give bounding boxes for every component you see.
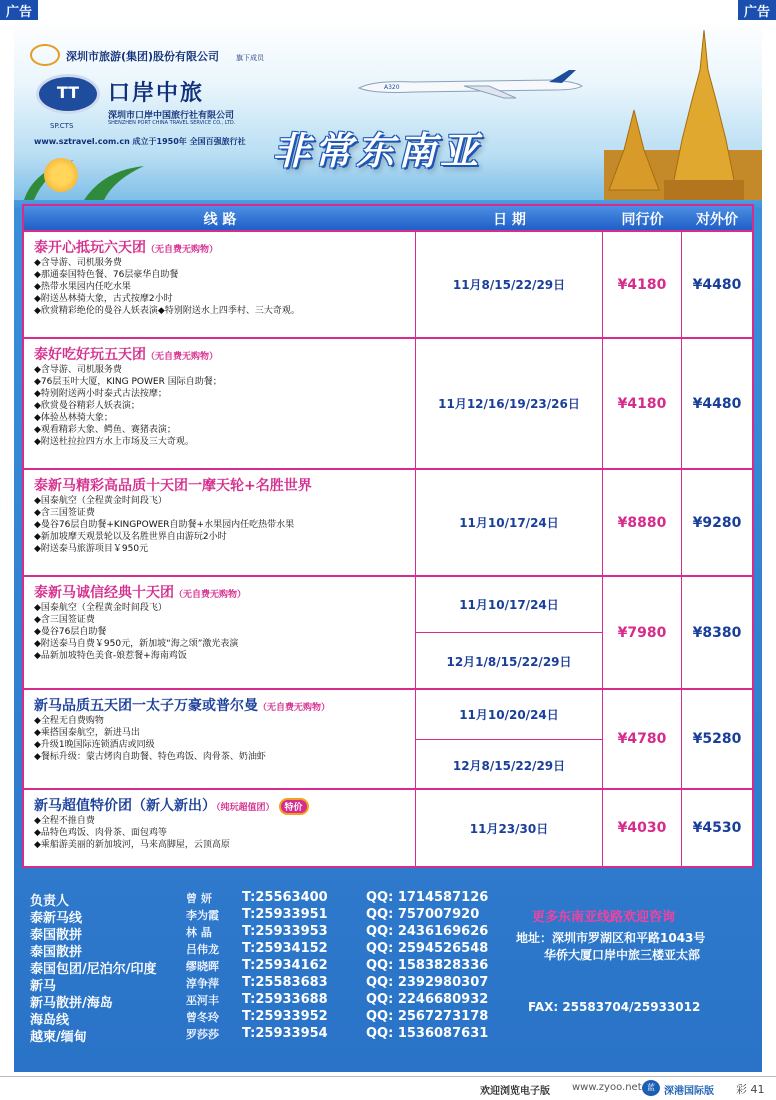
contact-name: 林 晶 [186,926,212,939]
route-item: ◆新加坡摩天观景轮以及名胜世界自由游玩2小时 [34,532,227,542]
contact-label: 越柬/缅甸 [30,1030,87,1045]
more-info: 更多东南亚线路欢迎咨询 [532,910,676,925]
route-item: ◆76层玉叶大厦，KING POWER 国际自助餐； [34,377,222,387]
header-peer-price: 同行价 [621,212,664,228]
route-note: （纯玩超值团） [216,803,275,813]
peer-price: ¥4030 [603,790,682,866]
route-cell [24,339,416,468]
fax: FAX: 25583704/25933012 [528,1000,701,1014]
route-item: ◆曼谷76层自助餐 [34,627,107,637]
public-price: ¥8380 [692,624,742,641]
spcts-label: SP.CTS [50,122,74,130]
route-item: ◆含三国签证费 [34,508,95,518]
public-price: ¥9280 [692,514,742,531]
ad-page [14,20,762,1072]
footer-url[interactable]: www.zyoo.net [572,1082,642,1093]
contact-name: 曾冬玲 [186,1011,219,1024]
contact-name: 淳争萍 [186,977,219,990]
table-row [24,230,752,337]
brand-logo-text: TT [56,83,80,102]
contact-qq: QQ: 1536087631 [366,1026,489,1041]
contact-label: 负责人 [30,894,70,909]
contact-label: 泰新马线 [30,911,83,926]
contact-name: 缪晓晖 [186,960,219,973]
header-date: 日 期 [493,212,526,228]
route-item: ◆附送杜拉拉四方水上市场及三大奇观。 [34,437,194,447]
zyoo-logo-icon: 蓝 [642,1080,660,1096]
address-line: 华侨大厦口岸中旅三楼亚太部 [544,948,701,962]
table-row [24,575,752,688]
ad-tag-left: 广告 [0,0,38,20]
contact-label: 泰国散拼 [30,928,83,943]
contact-qq: QQ: 757007920 [366,907,480,922]
route-item: ◆全程无自费购物 [34,716,104,726]
route-item: ◆附送泰马自费￥950元，新加坡“海之颂”激光表演 [34,639,239,649]
table-row [24,337,752,468]
contact-label: 泰国包团/尼泊尔/印度 [30,962,157,977]
contact-tel: T:25934152 [242,941,328,956]
route-item: ◆热带水果园内任吃水果 [34,282,131,292]
footer-divider [0,1076,776,1077]
header-public-price: 对外价 [696,212,738,228]
route-title: 泰新马诚信经典十天团 [34,585,174,601]
route-item: ◆乘船游美丽的新加坡河，马来高脚屋，云顶高原 [34,840,230,850]
table-row [24,688,752,788]
route-item: ◆升级1晚国际连锁酒店或同级 [34,740,155,750]
banner [14,20,762,200]
public-price: ¥5280 [692,731,742,747]
contact-qq: QQ: 1714587126 [366,890,489,905]
contact-tel: T:25933954 [242,1026,328,1041]
address-line: 地址：深圳市罗湖区和平路1043号 [516,931,706,945]
route-cell [24,690,416,788]
contact-qq: QQ: 2594526548 [366,941,489,956]
route-item: ◆体验丛林骑大象； [34,413,113,423]
route-cell [24,232,416,337]
public-price: ¥4480 [692,395,742,412]
ad-tag-right: 广告 [738,0,776,20]
route-title: 泰好吃好玩五天团 [34,347,146,363]
brand-full-name: 深圳市口岸中国旅行社有限公司 [108,111,235,121]
address [516,930,705,964]
date-cell: 11月10/20/24日 [416,690,603,740]
sun-icon [44,158,78,192]
peer-price: ¥4180 [603,339,682,468]
contact-qq: QQ: 2436169626 [366,924,489,939]
route-title: 新马品质五天团一太子万豪或普尔曼 [34,698,258,714]
route-item: ◆含导游、司机服务费 [34,365,122,375]
route-item: ◆品新加坡特色美食-娘惹餐+海南鸡饭 [34,651,187,661]
route-item: ◆餐标升级：蒙古烤肉自助餐、特色鸡饭、肉骨茶、奶油虾 [34,752,266,762]
contact-name: 吕伟龙 [186,943,219,956]
table-header [24,206,752,230]
contact-name: 曾 妍 [186,892,212,905]
contact-tel: T:25933952 [242,1009,328,1024]
group-logo-icon [30,44,60,66]
date-cell: 11月10/17/24日 [416,577,603,633]
route-item: ◆乘搭国泰航空，新进马出 [34,728,140,738]
brand-name: 口岸中旅 [108,81,205,106]
airplane-icon [354,70,584,100]
date-cell: 12月1/8/15/22/29日 [416,633,603,690]
group-sub: 旗下成员 [236,54,264,62]
contact-tel: T:25933951 [242,907,328,922]
route-title: 泰新马精彩高品质十天团一摩天轮+名胜世界 [34,478,312,494]
route-cell [24,470,416,575]
peer-price: ¥8880 [603,470,682,575]
route-item: ◆全程不推自费 [34,816,95,826]
date-cell: 11月12/16/19/23/26日 [416,339,603,468]
route-item: ◆附送泰马旅游项目￥950元 [34,544,149,554]
contact-name: 李为霞 [186,909,219,922]
route-item: ◆品特色鸡饭、肉骨茶、面包鸡等 [34,828,167,838]
contact-qq: QQ: 2246680932 [366,992,489,1007]
route-cell [24,577,416,688]
contact-label: 海岛线 [30,1013,70,1028]
table-row [24,468,752,575]
contact-label: 新马散拼/海岛 [30,996,113,1011]
public-price: ¥4530 [692,820,742,836]
route-item: ◆附送丛林骑大象，古式按摩2小时 [34,294,173,304]
brand-english-name: SHENZHEN PORT CHINA TRAVEL SERVICE CO., LTD. [108,120,236,126]
contact-name: 巫河丰 [186,994,219,1007]
contact-tel: T:25563400 [242,890,328,905]
contact-tel: T:25933688 [242,992,328,1007]
route-item: ◆观看精彩大象、鳄鱼、赛猪表演； [34,425,176,435]
route-item: ◆欣赏精彩绝伦的曼谷人妖表演◆特别附送水上四季村、三大奇观。 [34,306,300,316]
contact-qq: QQ: 1583828336 [366,958,489,973]
route-note: （无自费无购物） [174,590,247,600]
group-name: 深圳市旅游(集团)股份有限公司 [66,50,220,63]
plane-label: A320 [384,84,400,91]
peer-price: ¥4180 [603,232,682,337]
contact-tel: T:25933953 [242,924,328,939]
table-row [24,788,752,866]
footer-edition: 深港国际版 [664,1086,714,1097]
peer-price: ¥7980 [603,577,682,688]
route-item: ◆含导游、司机服务费 [34,258,122,268]
contact-label: 泰国散拼 [30,945,83,960]
palm-icon [14,140,144,200]
footer-welcome: 欢迎浏览电子版 [480,1086,550,1097]
route-item: ◆特别附送两小时泰式古法按摩； [34,389,167,399]
peer-price: ¥4780 [603,690,682,788]
route-title: 新马超值特价团（新人新出） [34,798,216,814]
contact-qq: QQ: 2567273178 [366,1009,489,1024]
contact-section [14,882,762,1072]
route-item: ◆曼谷76层自助餐+KINGPOWER自助餐+水果园内任吃热带水果 [34,520,295,530]
headline: 非常东南亚 [272,129,483,173]
route-title: 泰开心抵玩六天团 [34,240,146,256]
route-note: （无自费无购物） [258,703,331,713]
route-item: ◆那通泰国特色餐、76层豪华自助餐 [34,270,179,280]
contact-tel: T:25934162 [242,958,328,973]
date-cell: 11月10/17/24日 [416,470,603,575]
brand-logo-icon [36,74,100,114]
date-cell: 11月23/30日 [416,790,603,866]
route-item: ◆国泰航空（全程黄金时间段飞） [34,496,167,506]
route-item: ◆欣赏曼谷精彩人妖表演； [34,401,140,411]
contact-tel: T:25583683 [242,975,328,990]
route-note: （无自费无购物） [146,245,219,255]
footer [0,1080,776,1098]
special-price-badge: 特价 [279,798,309,815]
header-route: 线 路 [203,212,237,228]
contact-name: 罗莎莎 [186,1028,219,1041]
page-number: 彩 41 [736,1083,765,1096]
route-cell [24,790,416,866]
website-line: www.sztravel.com.cn 成立于1950年 全国百强旅行社 [34,137,246,146]
route-table [22,204,754,868]
public-price: ¥4480 [692,276,742,293]
route-item: ◆含三国签证费 [34,615,95,625]
temple-icon [604,30,762,200]
date-cell: 11月8/15/22/29日 [416,232,603,337]
contact-label: 新马 [30,979,57,994]
route-item: ◆国泰航空（全程黄金时间段飞） [34,603,167,613]
route-note: （无自费无购物） [146,352,219,362]
date-cell: 12月8/15/22/29日 [416,740,603,790]
contact-qq: QQ: 2392980307 [366,975,489,990]
